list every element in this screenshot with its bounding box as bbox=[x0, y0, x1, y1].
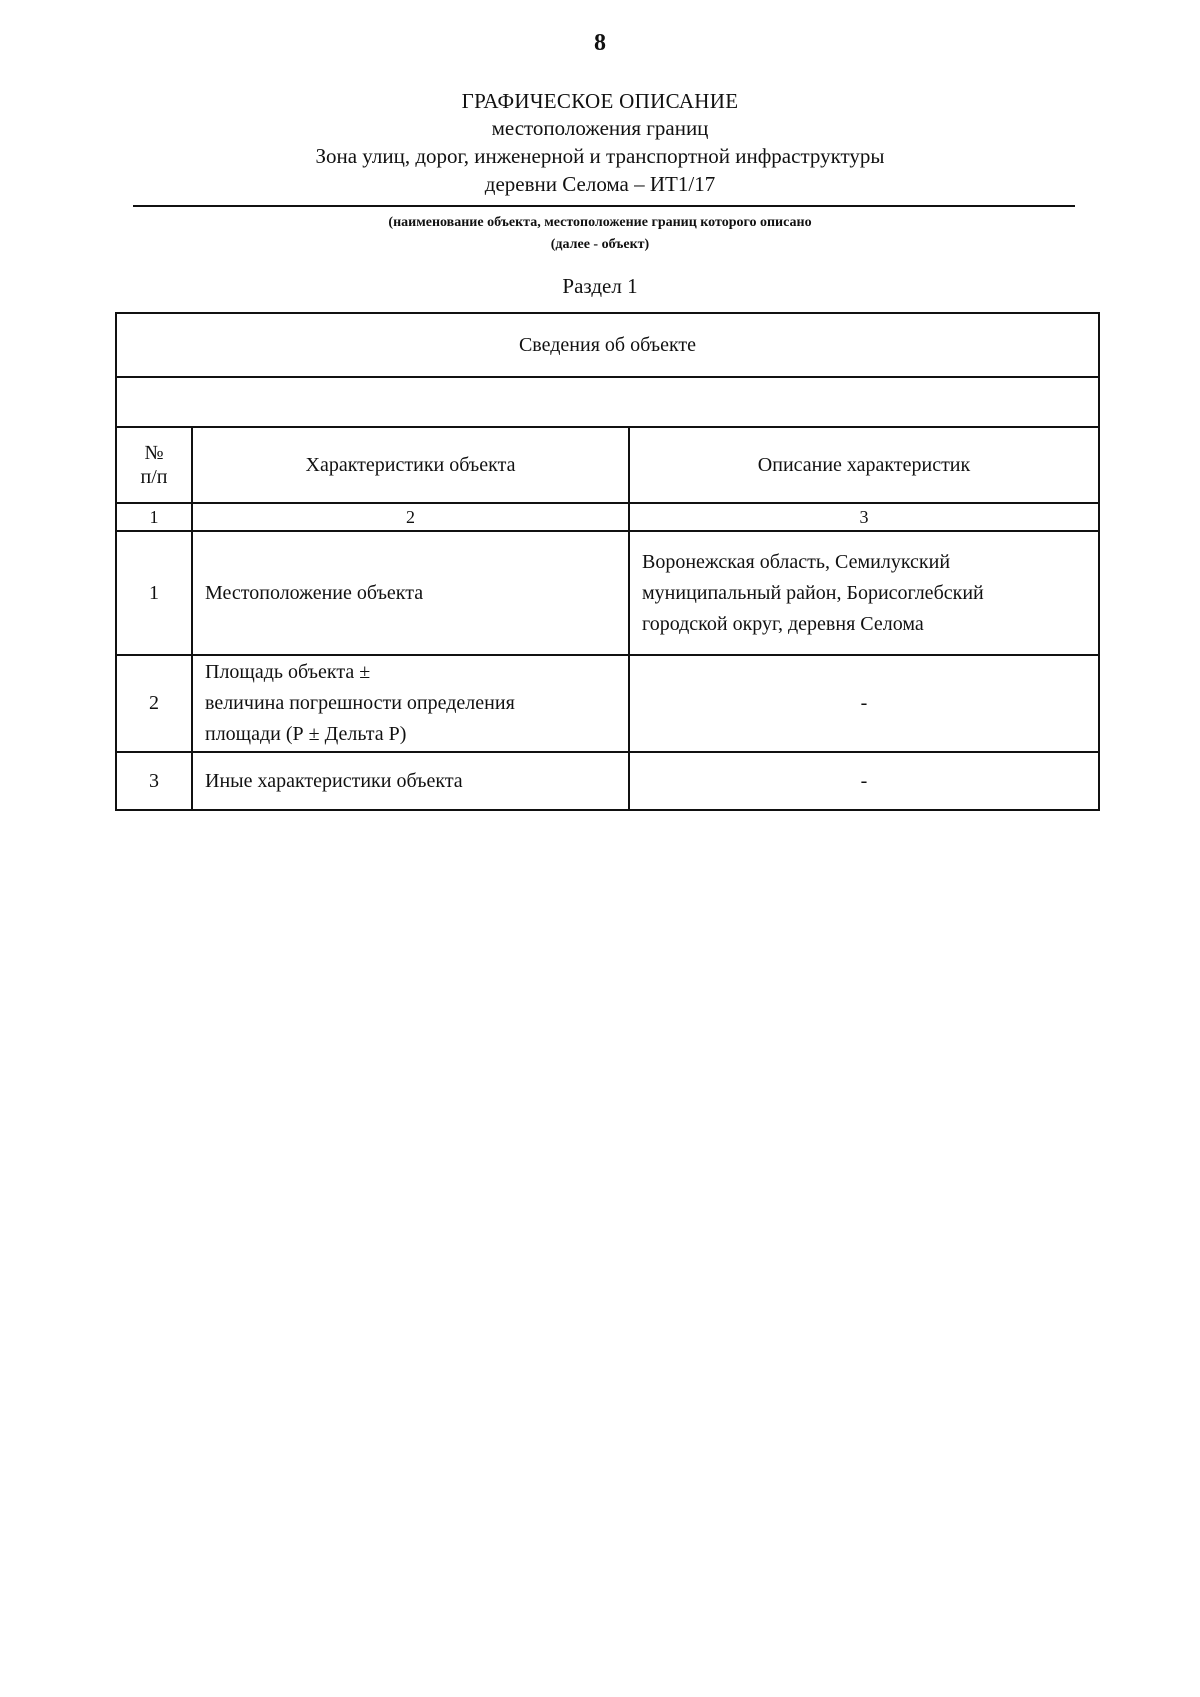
row-description-line: Воронежская область, Семилукский bbox=[642, 550, 951, 573]
row-characteristic bbox=[192, 655, 629, 752]
document-title: ГРАФИЧЕСКОЕ ОПИСАНИЕ bbox=[461, 89, 739, 113]
row-characteristic-line: площади (Р ± Дельта Р) bbox=[205, 723, 407, 745]
row-characteristic-line: величина погрешности определения bbox=[205, 692, 515, 714]
row-description bbox=[629, 531, 1099, 655]
column-header-number-line1: № bbox=[144, 442, 164, 464]
row-number: 3 bbox=[116, 752, 192, 810]
table-empty-cell bbox=[116, 377, 1099, 427]
object-name-note-line1: (наименование объекта, местоположение границ которого описано bbox=[388, 215, 812, 230]
document-subtitle-zone: Зона улиц, дорог, инженерной и транспортной инфраструктуры bbox=[315, 144, 885, 168]
table-row bbox=[116, 752, 1099, 810]
table-row bbox=[116, 655, 1099, 752]
table-header-row bbox=[116, 313, 1099, 377]
column-header-number-line2: п/п bbox=[140, 466, 168, 488]
column-header-number bbox=[116, 427, 192, 503]
page-number: 8 bbox=[594, 30, 606, 56]
table-row bbox=[116, 531, 1099, 655]
table-header-title: Сведения об объекте bbox=[116, 313, 1099, 377]
row-description: - bbox=[629, 655, 1099, 752]
section-label: Раздел 1 bbox=[562, 274, 638, 298]
table-column-headers-row bbox=[116, 427, 1099, 503]
row-characteristic-line: Площадь объекта ± bbox=[205, 661, 371, 683]
row-characteristic-line: Местоположение объекта bbox=[205, 581, 424, 604]
column-header-characteristics: Характеристики объекта bbox=[192, 427, 629, 503]
index-cell: 2 bbox=[192, 503, 629, 531]
row-number: 2 bbox=[116, 655, 192, 752]
object-name-note-line2: (далее - объект) bbox=[550, 237, 650, 252]
table-empty-row bbox=[116, 377, 1099, 427]
row-description: - bbox=[629, 752, 1099, 810]
object-info-table bbox=[115, 312, 1100, 811]
document-title-block bbox=[0, 88, 1200, 198]
index-cell: 1 bbox=[116, 503, 192, 531]
row-description-line: муниципальный район, Борисоглебский bbox=[642, 581, 984, 604]
column-header-description: Описание характеристик bbox=[629, 427, 1099, 503]
row-characteristic-line: Иные характеристики объекта bbox=[205, 769, 463, 792]
title-underline bbox=[133, 205, 1075, 207]
document-subtitle-boundaries: местоположения границ bbox=[491, 116, 709, 140]
object-name-note bbox=[0, 212, 1200, 256]
row-number: 1 bbox=[116, 531, 192, 655]
row-characteristic bbox=[192, 531, 629, 655]
table-index-row bbox=[116, 503, 1099, 531]
row-characteristic bbox=[192, 752, 629, 810]
document-subtitle-village: деревни Селома – ИТ1/17 bbox=[484, 172, 716, 196]
row-description-line: городской округ, деревня Селома bbox=[642, 612, 924, 635]
index-cell: 3 bbox=[629, 503, 1099, 531]
